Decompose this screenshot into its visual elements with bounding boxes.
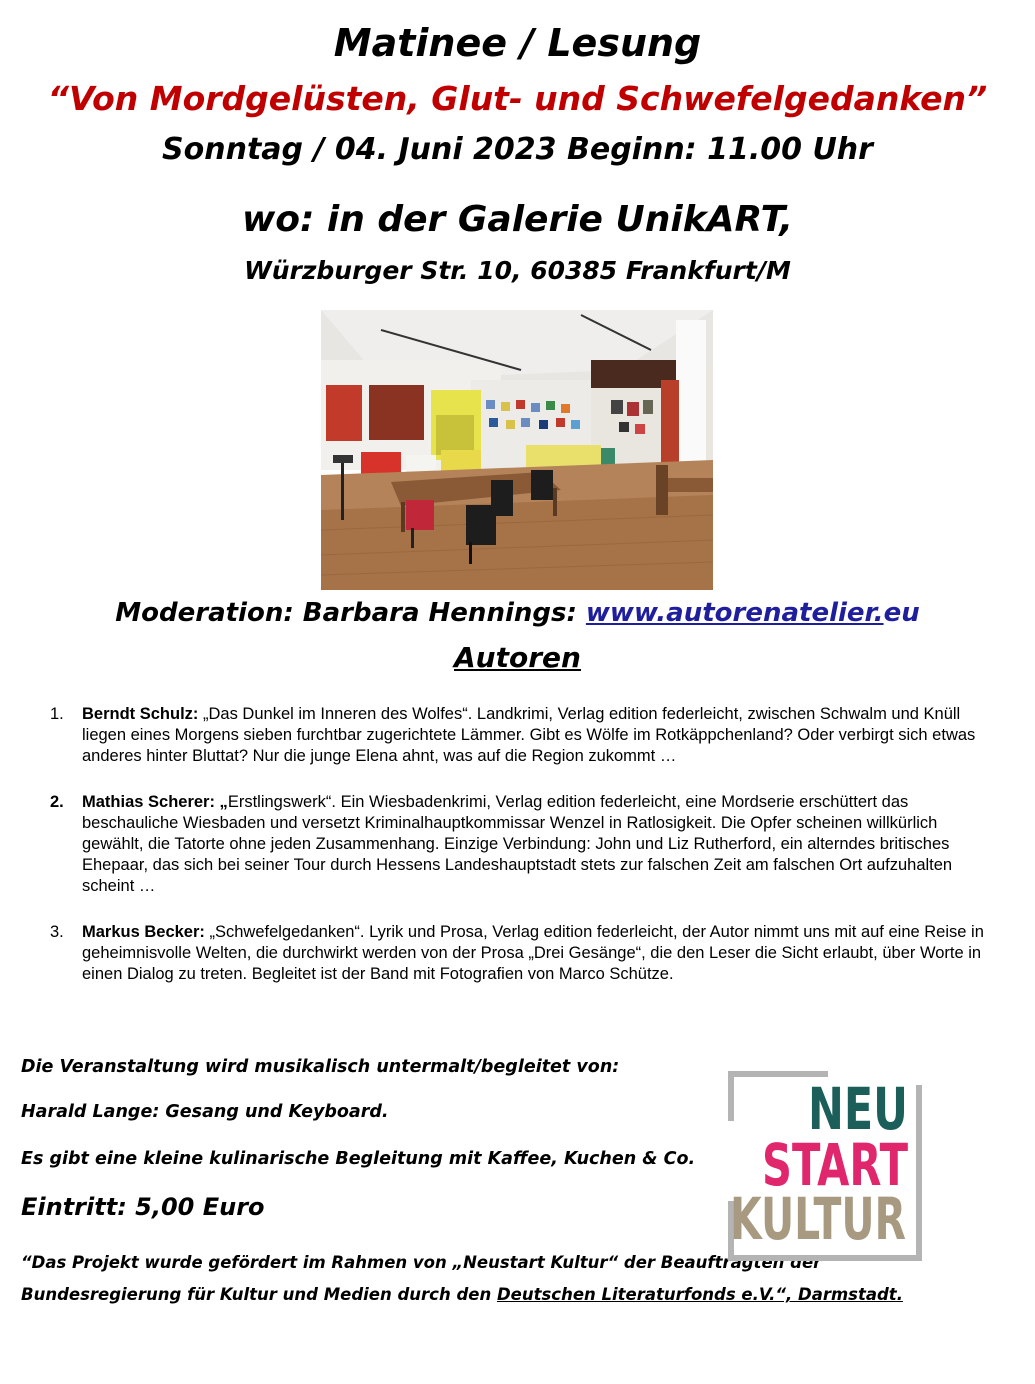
- author-name: Berndt Schulz:: [82, 705, 199, 723]
- entry-price: Eintritt: 5,00 Euro: [21, 1193, 265, 1221]
- authors-list: [50, 704, 995, 1010]
- list-number: 3.: [50, 923, 64, 941]
- event-subtitle: “Von Mordgelüsten, Glut- und Schwefelgedanken”: [47, 79, 988, 118]
- author-description: „Das Dunkel im Inneren des Wolfes“. Landkrimi, Verlag edition federleicht, zwischen Schwalm und Knüll liegen eines Morgens sieben furchtbar zugerichtete Lämmer. Gibt es Wölfe im Rotkäppchenland? Oder verbirgt sich etwas anderes hinter Bluttat? Nur die junge Elena ahnt, was auf die Region zukommt …: [82, 705, 976, 765]
- logo-line-kultur: KULTUR: [730, 1185, 906, 1253]
- event-title: Matinee / Lesung: [333, 21, 702, 65]
- neustart-kultur-logo: [728, 1071, 922, 1261]
- event-date: Sonntag / 04. Juni 2023 Beginn: 11.00 Uhr: [162, 132, 873, 167]
- neustart-kultur-logo-icon: [728, 1071, 922, 1261]
- music-intro: Die Veranstaltung wird musikalisch untermalt/begleitet von:: [21, 1057, 620, 1077]
- list-item: [50, 704, 995, 767]
- author-description: „Schwefelgedanken“. Lyrik und Prosa, Verlag edition federleicht, der Autor nimmt uns mit auf eine Reise in geheimnisvolle Welten, die durchwirkt werden von der Prosa „Drei Gesänge“, die den Leser die Sicht erlaubt, über Worte in einen Dialog zu treten. Begleitet ist der Band mit Fotografien von Marco Schütze.: [82, 923, 984, 983]
- list-item: [50, 922, 995, 985]
- gallery-photo: [321, 310, 713, 590]
- author-name: Mathias Scherer: „: [82, 793, 228, 811]
- moderation-link[interactable]: www.autorenatelier.: [585, 598, 884, 628]
- logo-line-start: START: [762, 1131, 909, 1199]
- list-number: 2.: [50, 793, 64, 811]
- catering-note: Es gibt eine kleine kulinarische Begleitung mit Kaffee, Kuchen & Co.: [21, 1149, 696, 1169]
- moderation-link-suffix: eu: [883, 598, 920, 628]
- author-name: Markus Becker:: [82, 923, 205, 941]
- funding-text: “Das Projekt wurde gefördert im Rahmen von „Neustart Kultur“ der Beauftragten der Bundesregierung für Kultur und Medien durch den: [21, 1253, 822, 1304]
- logo-line-neu: NEU: [808, 1075, 908, 1143]
- event-venue: wo: in der Galerie UnikART,: [241, 199, 794, 240]
- moderation-label: Moderation: Barbara Hennings:: [115, 598, 586, 628]
- list-number: 1.: [50, 705, 64, 723]
- funding-link[interactable]: Deutschen Literaturfonds e.V.“, Darmstadt.: [496, 1285, 903, 1304]
- event-address: Würzburger Str. 10, 60385 Frankfurt/M: [244, 256, 791, 285]
- moderation-line: [0, 596, 1035, 630]
- authors-heading: Autoren: [454, 641, 581, 674]
- musician: Harald Lange: Gesang und Keyboard.: [21, 1102, 389, 1122]
- gallery-photo-icon: [321, 310, 713, 590]
- list-item: [50, 792, 995, 897]
- author-description: Erstlingswerk“. Ein Wiesbadenkrimi, Verlag edition federleicht, eine Mordserie erschüttert das beschauliche Wiesbaden und versetzt Kriminalhauptkommissar Wenzel in Ratlosigkeit. Die Opfer scheinen willkürlich gewählt, die Tatorte ohne jeden Zusammenhang. Einzige Verbindung: John und Liz Rutherford, ein alterndes britisches Ehepaar, das sich bei seiner Tour durch Hessens Landeshauptstadt stets zur falschen Zeit am falschen Ort aufzuhalten scheint …: [82, 793, 953, 895]
